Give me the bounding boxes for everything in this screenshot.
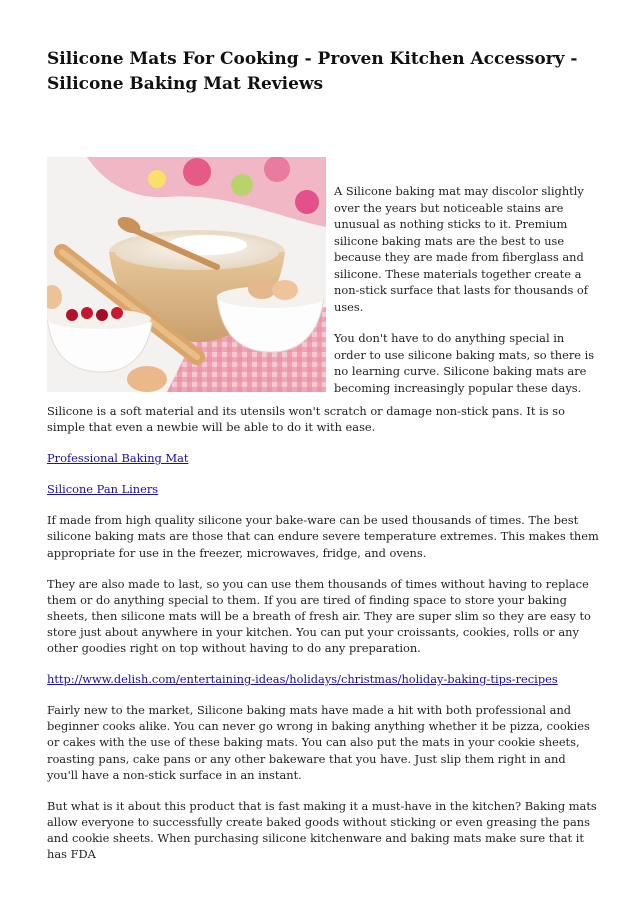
delish-url-link[interactable]: http://www.delish.com/entertaining-ideas/holidays/christmas/holiday-baking-tips-recipes	[47, 672, 558, 687]
main-text-column	[47, 403, 599, 877]
paragraph: Fairly new to the market, Silicone baking mats have made a hit with both professional and beginner cooks alike. You can never go wrong in baking anything whether it be pizza, cookies or cakes with the use of these baking mats. You can also put the mats in your cookie sheets, roasting pans, cake pans or any other bakeware that you have. Just slip them right in and you'll have a non-stick surface in an instant.	[47, 703, 590, 782]
paragraph: If made from high quality silicone your bake-ware can be used thousands of times. The best silicone baking mats are those that can endure severe temperature extremes. This makes them appropriate for use in the freezer, microwaves, fridge, and ovens.	[47, 513, 599, 560]
paragraph: They are also made to last, so you can use them thousands of times without having to replace them or do anything special to them. If you are tired of finding space to store your baking sheets, then silicone mats will be a breath of fresh air. They are super slim so they are easy to store just about anywhere in your kitchen. You can put your croissants, cookies, rolls or any other goodies right on top without having to do any preparation.	[47, 576, 591, 656]
paragraph: Silicone is a soft material and its utensils won't scratch or damage non-stick pans. It is so simple that even a newbie will be able to do it with ease.	[47, 404, 565, 435]
baking-photo	[47, 157, 326, 392]
paragraph: But what is it about this product that is fast making it a must-have in the kitchen? Baking mats allow everyone to successfully create baked goods without sticking or even greasing the pans and cookie sheets. When purchasing silicone kitchenware and baking mats make sure that it has FDA	[47, 798, 597, 861]
side-paragraph: A Silicone baking mat may discolor slightly over the years but noticeable stains are unusual as nothing sticks to it. Premium silicone baking mats are the best to use because they are made from fiberglass and silicone. These materials together create a non-stick surface that lasts for thousands of uses.	[334, 184, 588, 314]
link-paragraph	[47, 481, 599, 497]
baking-scene-illustration	[47, 157, 326, 392]
link-paragraph	[47, 450, 599, 466]
silicone-pan-liners-link[interactable]: Silicone Pan Liners	[47, 482, 159, 497]
page-title: Silicone Mats For Cooking - Proven Kitchen Accessory - Silicone Baking Mat Reviews	[47, 49, 578, 94]
side-text-column	[334, 183, 596, 411]
side-paragraph: You don't have to do anything special in order to use silicone baking mats, so there is no learning curve. Silicone baking mats are becoming increasingly popular these days.	[334, 331, 595, 395]
professional-baking-mat-link[interactable]: Professional Baking Mat	[47, 451, 189, 466]
link-paragraph	[47, 671, 599, 687]
